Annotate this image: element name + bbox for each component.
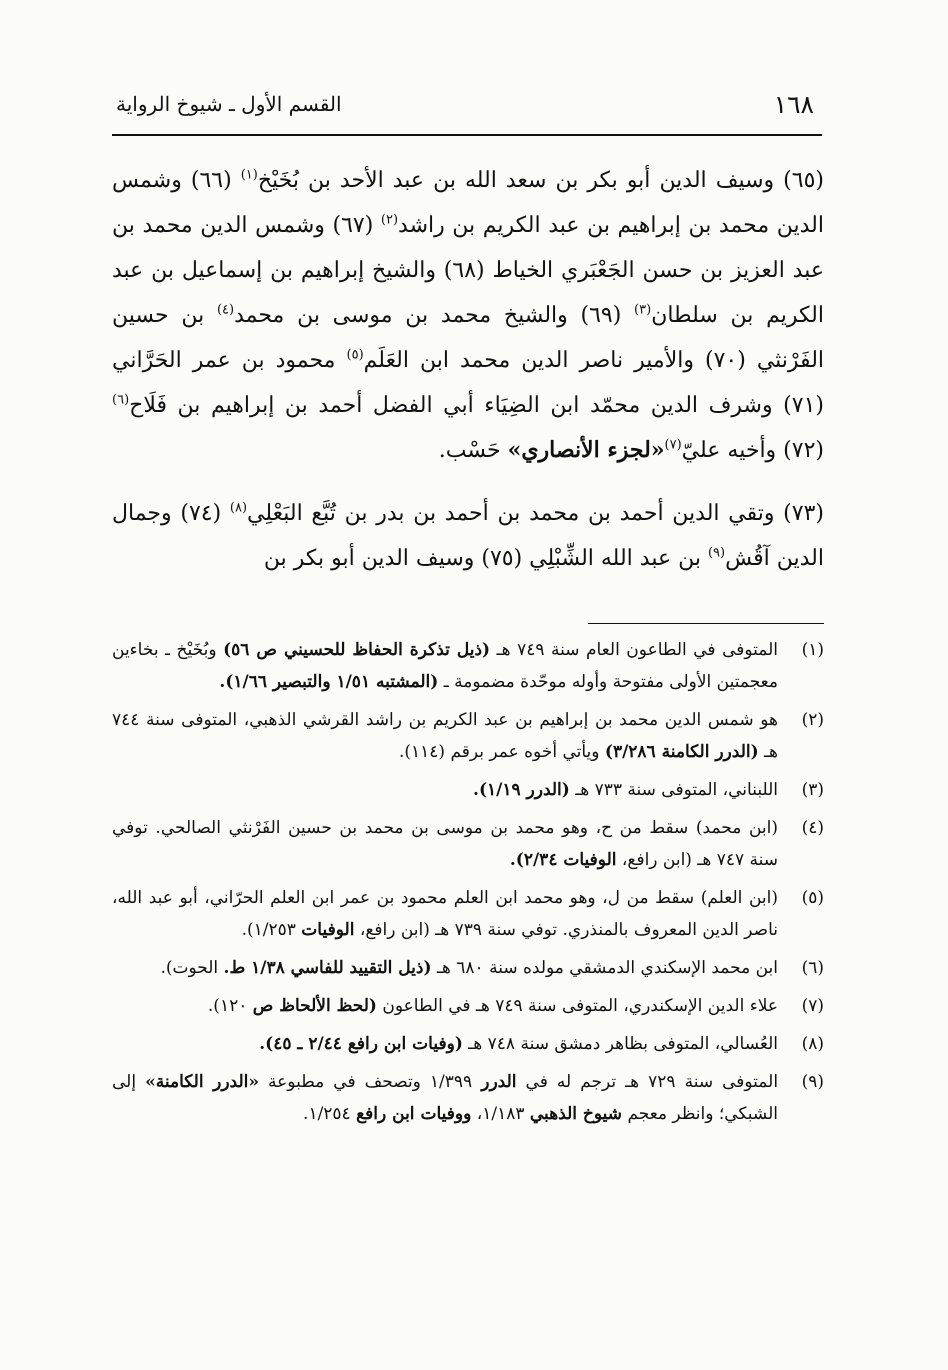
running-title: القسم الأول ـ شيوخ الرواية (116, 92, 342, 116)
footnote-ref-3[interactable]: (٣) (634, 302, 652, 318)
footnote-text: علاء الدين الإسكندري، المتوفى سنة ٧٤٩ هـ في الطاعون (382, 996, 778, 1016)
footnote-label: (٨) (801, 1034, 824, 1054)
entry-68: (٦٨) والشيخ إبراهيم بن إسماعيل بن عبد الكريم بن سلطان (112, 258, 824, 328)
footnote-3 (112, 774, 824, 806)
footnote-label: (١) (801, 640, 824, 660)
footnote-8 (112, 1028, 824, 1060)
footnote-text: العُسالي، المتوفى بظاهر دمشق سنة ٧٤٨ هـ (468, 1034, 778, 1054)
footnote-label: (٢) (801, 710, 824, 730)
footnote-text: ١/٣٩٩ وتصحف في مطبوعة (268, 1072, 473, 1092)
entry-65: (٦٥) وسيف الدين أبو بكر بن سعد الله بن عبد الأحد بن بُخَيْخ (257, 168, 824, 193)
paragraph-2 (112, 491, 824, 581)
footnote-source: ووفيات ابن رافع (356, 1104, 472, 1124)
footnote-text: (ابن العلم) سقط من ل، وهو محمد ابن العلم محمود بن عمر ابن العلم الحرّاني، أبو عبد الله، ناصر الدين المعروف بالمنذري. توفي سنة ٧٣٩ هـ (ابن رافع، (112, 888, 778, 940)
footnote-text: ١/٢٥٤. (303, 1104, 351, 1124)
footnote-ref-6[interactable]: (٦) (112, 392, 130, 408)
footnote-source: (الدرر الكامنة ٣/٢٨٦) (604, 742, 759, 762)
footnote-2 (112, 704, 824, 768)
page-header (112, 86, 822, 130)
entry-66: (٦٦) وشمس الدين محمد بن إبراهيم بن عبد الكريم بن راشد (112, 168, 824, 238)
entry-74: (٧٤) وجمال الدين آقُش (112, 501, 824, 571)
page-number: ١٦٨ (773, 90, 814, 119)
entry-67: (٦٧) وشمس الدين محمد بن عبد العزيز بن حسن الجَعْبَري الخياط (112, 213, 824, 283)
footnote-label: (٥) (801, 888, 824, 908)
footnote-source: (المشتبه ١/٥١ والتبصير ١/٦٦). (219, 672, 439, 692)
footnote-source: (لحظ الألحاظ ص (252, 996, 377, 1016)
entry-69: (٦٩) والشيخ محمد بن موسى بن محمد (234, 303, 622, 328)
footnote-text: ١/٢٥٣). (241, 920, 296, 940)
footnote-ref-9[interactable]: (٩) (707, 545, 726, 561)
footnote-9 (112, 1066, 824, 1130)
footnote-text: المتوفى سنة ٧٢٩ هـ ترجم له في (525, 1072, 779, 1092)
footnote-ref-2[interactable]: (٢) (380, 212, 399, 228)
footnote-source: الوفيات (301, 920, 355, 940)
footnote-ref-4[interactable]: (٤) (216, 302, 235, 318)
footnote-label: (٦) (801, 958, 824, 978)
footnote-5 (112, 882, 824, 946)
footnote-source: «الدرر الكامنة» (145, 1072, 259, 1092)
paragraph-end: حَسْب. (438, 438, 501, 463)
footnote-source: (ذيل تذكرة الحفاظ للحسيني ص ٥٦) (223, 640, 491, 660)
part-title: «لجزء الأنصاري» (507, 437, 665, 463)
entry-69-70: بن حسين الفَرْنثي (٧٠) والأمير ناصر الدين محمد ابن العَلَم (112, 303, 825, 373)
header-rule (112, 134, 822, 136)
entry-72: (٧٢) وأخيه عليّ (681, 438, 824, 463)
footnote-text: (ابن محمد) سقط من ح، وهو محمد بن موسى بن محمد بن حسين الفَرْنثي الصالحي. توفي سنة ٧٤٧ هـ (ابن رافع، (112, 818, 778, 870)
paragraph-1 (112, 158, 824, 473)
footnote-source: الوفيات ٢/٣٤). (509, 850, 617, 870)
footnote-text: ويأتي أخوه عمر برقم (١١٤). (398, 742, 600, 762)
footnote-text: هو شمس الدين محمد بن إبراهيم بن عبد الكريم بن راشد القرشي الذهبي، المتوفى سنة ٧٤٤ هـ (112, 710, 778, 762)
footnote-4 (112, 812, 824, 876)
footnote-ref-1[interactable]: (١) (240, 167, 258, 183)
footnote-7 (112, 990, 824, 1022)
footnote-ref-8[interactable]: (٨) (229, 500, 248, 516)
footnote-source: (وفيات ابن رافع ٢/٤٤ ـ ٤٥). (259, 1034, 463, 1054)
footnote-text: اللبناني، المتوفى سنة ٧٣٣ هـ (575, 780, 778, 800)
footnote-label: (٧) (801, 996, 824, 1016)
footnote-6 (112, 952, 824, 984)
footnotes (112, 634, 824, 1136)
footnote-source: الدرر (481, 1072, 517, 1092)
footnote-label: (٣) (801, 780, 824, 800)
footnote-text: ابن محمد الإسكندي الدمشقي مولده سنة ٦٨٠ هـ (436, 958, 778, 978)
entry-71: محمود بن عمر الحَرَّاني (٧١) وشرف الدين محمّد ابن الضِيَاء أبي الفضل أحمد بن إبراهيم بن فَلَاح (112, 348, 824, 418)
footnote-ref-5[interactable]: (٥) (346, 347, 364, 363)
footnote-text: ١/١٨٣، (476, 1104, 525, 1124)
entry-75: بن عبد الله الشِّبْلِي (٧٥) وسيف الدين أبو بكر بن (263, 546, 701, 571)
main-text (112, 158, 824, 581)
footnote-text: ١٢٠). (207, 996, 248, 1016)
footnote-source: (الدرر ١/١٩). (473, 780, 570, 800)
footnote-label: (٤) (801, 818, 824, 838)
entry-73: (٧٣) وتقي الدين أحمد بن محمد بن أحمد بن بدر بن تُبَّع البَعْلِي (247, 501, 824, 526)
footnote-source: (ذيل التقييد للفاسي ١/٣٨ ط. (223, 958, 432, 978)
footnote-text: المتوفى في الطاعون العام سنة ٧٤٩ هـ (496, 640, 779, 660)
footnote-label: (٩) (801, 1072, 824, 1092)
footnote-source: شيوخ الذهبي (529, 1104, 623, 1124)
footnote-text: وبُخَيْخ ـ بخاءين معجمتين الأولى مفتوحة وأوله موحّدة مضمومة ـ (112, 640, 778, 692)
footnote-ref-7[interactable]: (٧) (664, 437, 682, 453)
footnote-1 (112, 634, 824, 698)
footnote-text: إلى الشبكي؛ وانظر معجم (112, 1072, 778, 1124)
footnote-text: الحوت). (160, 958, 219, 978)
footnote-rule (588, 623, 824, 624)
